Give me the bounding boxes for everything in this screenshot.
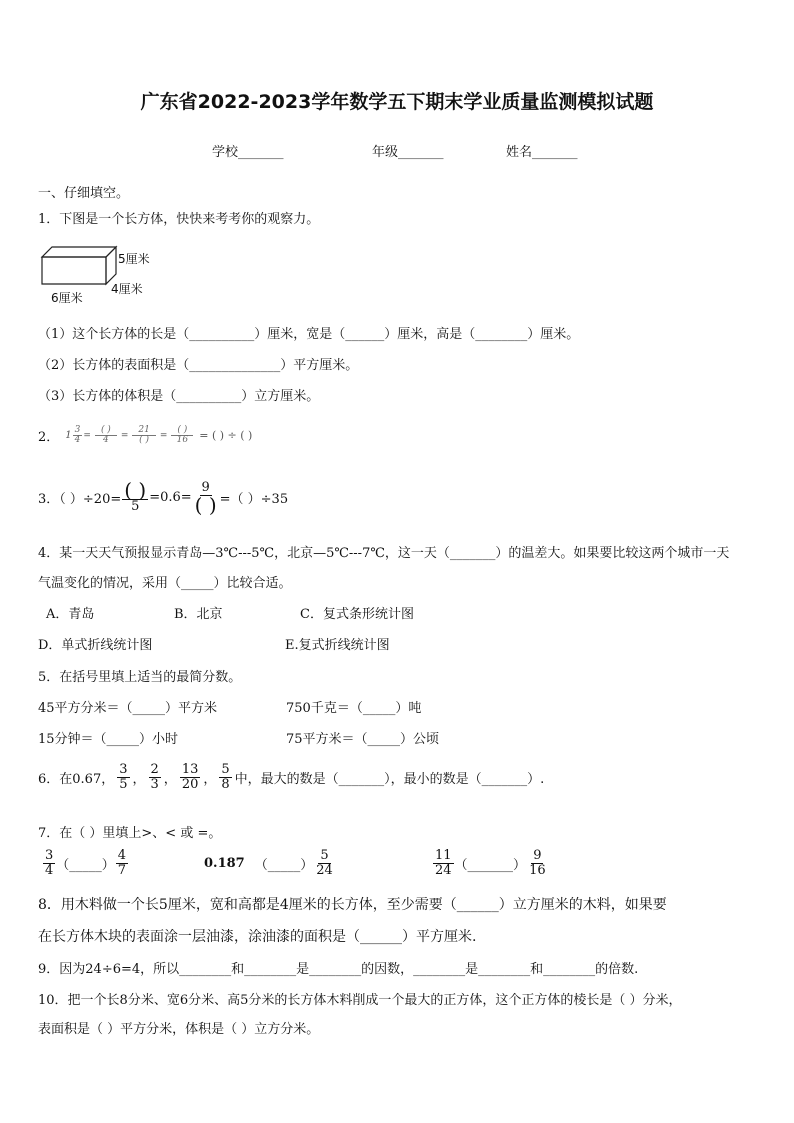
q4-option-b: B．北京 — [174, 607, 223, 622]
q6-f4-den: 8 — [221, 776, 230, 792]
q7-b-left: 0.187 — [204, 855, 245, 871]
q7-b-right-den: 24 — [316, 862, 333, 878]
q7-c-right-den: 16 — [529, 862, 546, 878]
section-heading: 一、仔细填空。 — [38, 186, 130, 201]
grade-field: 年级_______ — [372, 145, 444, 160]
q7-c-left-num: 11 — [435, 848, 452, 863]
cuboid-height-label: 5厘米 — [118, 252, 150, 266]
q1-part1: （1）这个长方体的长是（__________）厘米，宽是（______）厘米，高是（________）厘米。 — [38, 327, 580, 342]
q6-sep3: ， — [203, 771, 217, 787]
q5-d: 75平方米＝（_____）公顷 — [286, 732, 440, 747]
q9-text: 9．因为24÷6=4，所以________和________是________的因数，________是________和________的倍数. — [38, 962, 639, 977]
q3-f1-num: ( ) — [124, 478, 147, 502]
q2-tail: = ( ) ÷ ( ) — [199, 429, 253, 443]
q1-stem: 1．下图是一个长方体，快快来考考你的观察力。 — [38, 212, 320, 227]
q3-mid: =0.6= — [149, 489, 192, 505]
q4-line2: 气温变化的情况，采用（_____）比较合适。 — [38, 576, 292, 591]
q7-b-blank: （_____） — [254, 857, 314, 873]
q2-f4-num: ( ) — [171, 426, 193, 436]
q6-f3-den: 20 — [181, 776, 199, 792]
q2-number: 2． — [38, 430, 60, 446]
q2-f1-num: 3 — [74, 425, 81, 435]
q4-option-a: A．青岛 — [46, 607, 95, 622]
q7-c-right-num: 9 — [533, 848, 542, 863]
q7-stem: 7．在（ ）里填上>、< 或 =。 — [38, 826, 222, 841]
q6-pre: 6．在0.67， — [38, 771, 115, 787]
q2-f4-den: 16 — [176, 435, 189, 446]
q3-f2-num: 9 — [201, 480, 210, 495]
q7-c — [432, 849, 549, 877]
q7-c-left-den: 24 — [435, 862, 452, 878]
q7-a-blank: （_____） — [56, 857, 115, 873]
q6-f1-num: 3 — [119, 762, 128, 777]
q6-post: 中，最大的数是（_______），最小的数是（_______）. — [234, 771, 545, 787]
q6-f2-den: 3 — [150, 776, 159, 792]
q3-tail: =（ ）÷35 — [219, 491, 289, 507]
q7-c-blank: （_______） — [454, 857, 527, 873]
q3-f2-den: ( ) — [194, 492, 217, 517]
q6-f1-den: 5 — [119, 776, 128, 792]
q6-sep2: ， — [163, 771, 177, 787]
q2-f3-den: ( ) — [139, 435, 150, 446]
q2-whole: 1 — [65, 430, 72, 442]
q1-part3: （3）长方体的体积是（__________）立方厘米。 — [38, 389, 320, 404]
q8-line1: 8．用木料做一个长5厘米，宽和高都是4厘米的长方体，至少需要（______）立方厘米的木料，如果要 — [38, 897, 667, 913]
q7-a-left-den: 4 — [45, 862, 54, 878]
q6-f4-num: 5 — [221, 762, 230, 777]
q7-a-left-num: 3 — [45, 848, 54, 863]
q5-b: 750千克＝（_____）吨 — [286, 701, 422, 716]
q2-eq: = — [83, 430, 91, 441]
q4-line1: 4．某一天天气预报显示青岛—3℃---5℃，北京—5℃---7℃，这一天（_______）的温差大。如果要比较这两个城市一天 — [38, 546, 730, 561]
q6-f3-num: 13 — [181, 762, 199, 777]
q6-sep1: ， — [132, 771, 146, 787]
q1-part2: （2）长方体的表面积是（______________）平方厘米。 — [38, 358, 359, 373]
q7-a — [42, 849, 129, 877]
cuboid-figure — [38, 240, 118, 290]
cuboid-length-label: 6厘米 — [51, 291, 83, 305]
q5-stem: 5．在括号里填上适当的最简分数。 — [38, 670, 242, 685]
q2-f1-den: 4 — [74, 435, 81, 446]
q7-a-right-den: 7 — [117, 862, 127, 878]
q7-b-right-num: 5 — [320, 848, 329, 863]
q5-a: 45平方分米＝（_____）平方米 — [38, 701, 218, 716]
q2-eq3: = — [159, 430, 168, 441]
q10-line1: 10．把一个长8分米、宽6分米、高5分米的长方体木料削成一个最大的正方体，这个正方体的棱长是（ ）分米， — [38, 993, 682, 1008]
page-title: 广东省2022-2023学年数学五下期末学业质量监测模拟试题 — [140, 91, 654, 113]
q6-row — [38, 763, 544, 791]
q3-pre: 3．（ ）÷20= — [38, 491, 122, 507]
q4-option-e: E.复式折线统计图 — [285, 638, 390, 653]
q2-f2-den: 4 — [103, 435, 109, 446]
q5-c: 15分钟＝（_____）小时 — [38, 732, 179, 747]
cuboid-width-label: 4厘米 — [111, 282, 143, 296]
q3-row — [38, 478, 289, 517]
q4-option-d: D．单式折线统计图 — [38, 638, 153, 653]
q2-eq2: = — [120, 430, 129, 441]
q2-f3-num: 21 — [132, 426, 155, 436]
school-field: 学校_______ — [212, 145, 284, 160]
q3-f1-den: 5 — [131, 499, 140, 514]
q4-option-c: C．复式条形统计图 — [300, 607, 414, 622]
q10-line2: 表面积是（ ）平方分米，体积是（ ）立方分米。 — [38, 1022, 320, 1037]
q2-f2-num: ( ) — [95, 426, 117, 436]
q7-b — [204, 849, 336, 877]
name-field: 姓名_______ — [506, 145, 578, 160]
q8-line2: 在长方体木块的表面涂一层油漆，涂油漆的面积是（______）平方厘米. — [38, 929, 477, 945]
q6-f2-num: 2 — [150, 762, 159, 777]
q7-a-right-num: 4 — [117, 848, 127, 863]
q2-row — [38, 426, 252, 446]
